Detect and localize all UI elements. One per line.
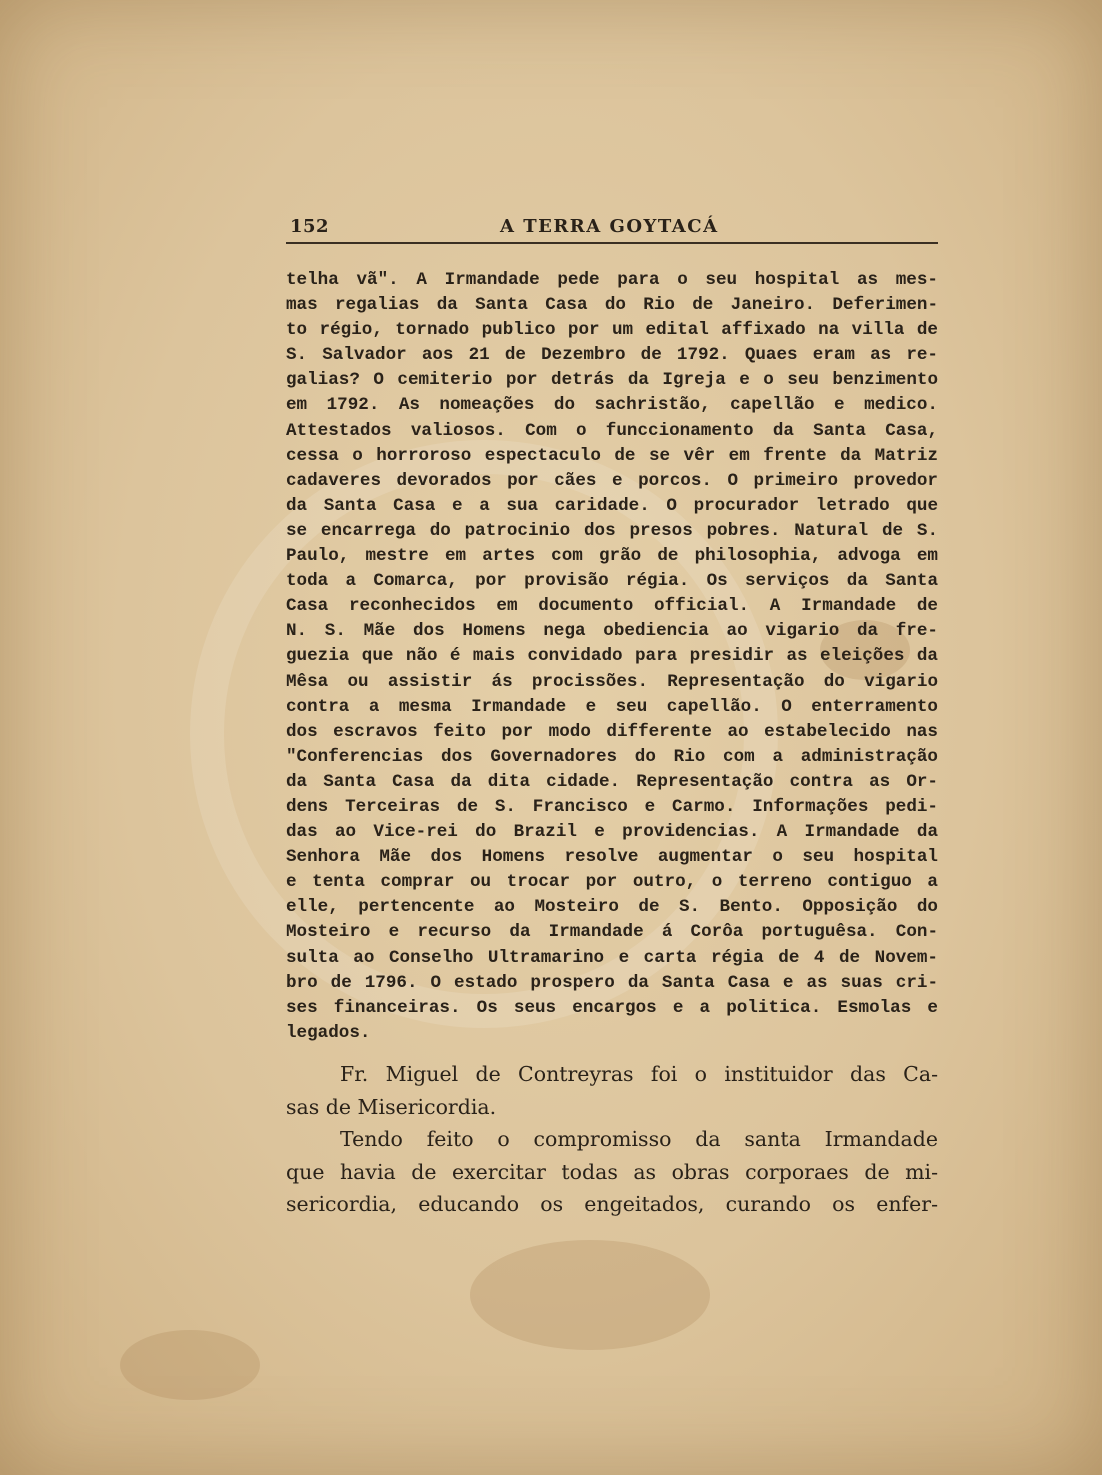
paper-stain — [470, 1240, 710, 1350]
body-line: Fr. Miguel de Contreyras foi o instituidor das Ca- — [340, 1062, 938, 1086]
summary-line: ses financeiras. Os seus encargos e a politica. Esmolas e — [286, 997, 938, 1018]
summary-line: das ao Vice-rei do Brazil e providencias. A Irmandade da — [286, 822, 938, 843]
summary-line: contra a mesma Irmandade e seu capellão. O enterramento — [286, 696, 938, 717]
summary-line: bro de 1796. O estado prospero da Santa Casa e as suas cri- — [286, 972, 938, 993]
summary-line: Mosteiro e recurso da Irmandade á Corôa portuguêsa. Con- — [286, 922, 938, 943]
summary-line: em 1792. As nomeações do sachristão, capellão e medico. — [286, 395, 938, 416]
summary-line: guezia que não é mais convidado para presidir as eleições da — [286, 646, 938, 667]
summary-line: se encarrega do patrocinio dos presos pobres. Natural de S. — [286, 520, 938, 541]
summary-line: Paulo, mestre em artes com grão de philosophia, advoga em — [286, 546, 938, 567]
body-text — [286, 1058, 938, 1221]
summary-line: Attestados valiosos. Com o funccionamento da Santa Casa, — [286, 420, 938, 441]
summary-line: legados. — [286, 1022, 371, 1043]
summary-line: dens Terceiras de S. Francisco e Carmo. Informações pedi- — [286, 796, 938, 817]
summary-line: cessa o horroroso espectaculo de se vêr em frente da Matriz — [286, 445, 938, 466]
page-number: 152 — [290, 216, 330, 237]
summary-line: cadaveres devorados por cães e porcos. O primeiro provedor — [286, 470, 938, 491]
chapter-summary — [286, 268, 938, 1046]
body-line: Tendo feito o compromisso da santa Irmandade — [340, 1127, 938, 1151]
summary-line: toda a Comarca, por provisão régia. Os serviços da Santa — [286, 571, 938, 592]
summary-line: elle, pertencente ao Mosteiro de S. Bento. Opposição do — [286, 897, 938, 918]
summary-line: Senhora Mãe dos Homens resolve augmentar o seu hospital — [286, 847, 938, 868]
summary-line: S. Salvador aos 21 de Dezembro de 1792. Quaes eram as re- — [286, 345, 938, 366]
summary-line: Mêsa ou assistir ás procissões. Representação do vigario — [286, 671, 938, 692]
summary-line: da Santa Casa da dita cidade. Representação contra as Or- — [286, 771, 938, 792]
body-line: que havia de exercitar todas as obras corporaes de mi- — [286, 1159, 938, 1184]
summary-line: N. S. Mãe dos Homens nega obediencia ao vigario da fre- — [286, 621, 938, 642]
body-line: sas de Misericordia. — [286, 1094, 497, 1119]
summary-line: sulta ao Conselho Ultramarino e carta régia de 4 de Novem- — [286, 947, 938, 968]
paper-stain — [120, 1330, 260, 1400]
page-header — [286, 214, 938, 244]
summary-line: Casa reconhecidos em documento official. A Irmandade de — [286, 596, 938, 617]
summary-line: telha vã". A Irmandade pede para o seu hospital as mes- — [286, 270, 938, 290]
summary-line: "Conferencias dos Governadores do Rio com a administração — [286, 746, 938, 767]
body-line: sericordia, educando os engeitados, curando os enfer- — [286, 1192, 938, 1216]
summary-line: galias? O cemiterio por detrás da Igreja e o seu benzimento — [286, 370, 938, 391]
summary-line: da Santa Casa e a sua caridade. O procurador letrado que — [286, 495, 938, 516]
summary-line: dos escravos feito por modo differente ao estabelecido nas — [286, 721, 938, 742]
running-title: A TERRA GOYTACÁ — [500, 216, 719, 237]
summary-line: mas regalias da Santa Casa do Rio de Janeiro. Deferimen- — [286, 295, 938, 316]
summary-line: e tenta comprar ou trocar por outro, o terreno contiguo a — [286, 872, 938, 893]
summary-line: to régio, tornado publico por um edital affixado na villa de — [286, 320, 938, 341]
